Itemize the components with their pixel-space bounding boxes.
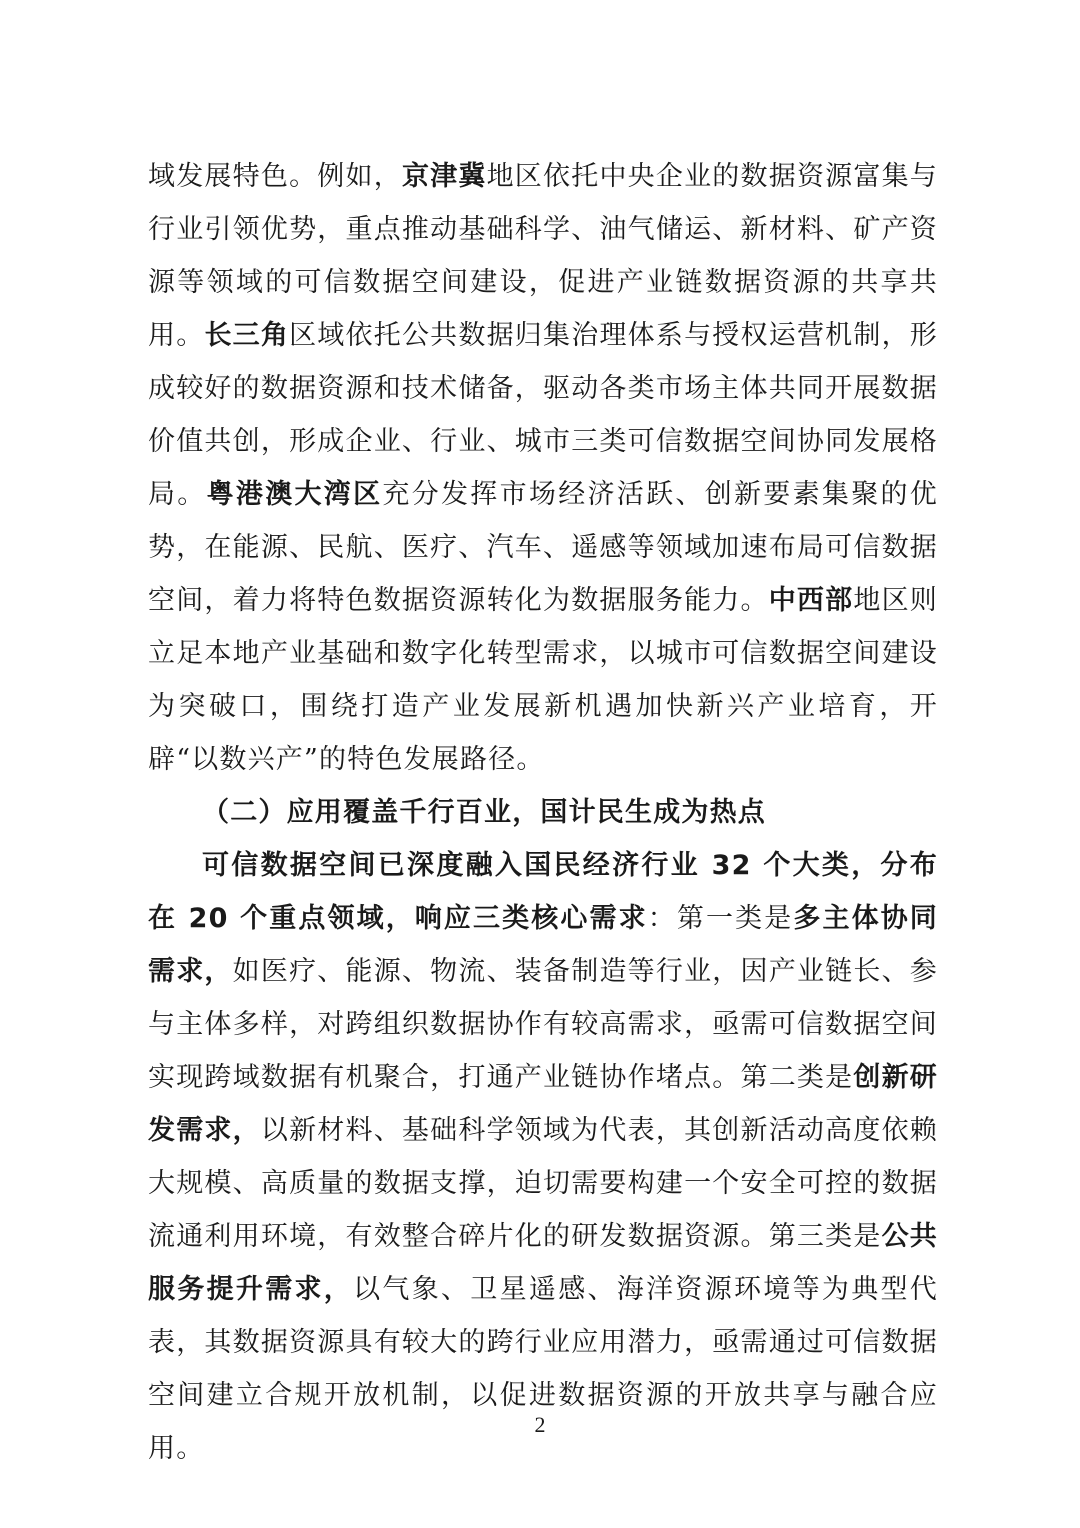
text-segment: 以新材料、基础科学领域为代表，其创新活动高度依赖大规模、高质量的数据支撑，迫切需要构建一个安全可控的数据流通利用环境，有效整合碎片化的研发数据资源。第三类是	[148, 1115, 938, 1252]
text-segment: ：第一类是	[647, 903, 794, 934]
page-number: 2	[534, 1412, 546, 1437]
bold-term-jingjinji: 京津冀	[401, 161, 487, 192]
text-segment: 充分发挥市场经济活跃、创新要素集聚的优势，在能源、民航、医疗、汽车、遥感等领域加速布局可信数据空间，着力将特色数据资源转化为数据服务能力。	[148, 479, 938, 616]
bold-term-central-west: 中西部	[768, 585, 854, 616]
bold-term-multi-party: 多主体协同需求，	[148, 903, 939, 987]
bold-term-yangtze-delta: 长三角	[204, 320, 290, 351]
text-segment: 如医疗、能源、物流、装备制造等行业，因产业链长、参与主体多样，对跨组织数据协作有较高需求，亟需可信数据空间实现跨域数据有机聚合，打通产业链协作堵点。第二类是	[148, 956, 939, 1093]
bold-term-innovation-rd: 创新研发需求，	[148, 1062, 939, 1146]
bold-term-public-service: 公共服务提升需求，	[148, 1221, 938, 1305]
text-segment: 地区依托中央企业的数据资源富集与行业引领优势，重点推动基础科学、油气储运、新材料、矿产资源等领域的可信数据空间建设，促进产业链数据资源的共享共用。	[148, 161, 939, 351]
document-page	[148, 150, 938, 1475]
paragraph-regional-features	[148, 150, 938, 786]
text-segment: 以气象、卫星遥感、海洋资源环境等为典型代表，其数据资源具有较大的跨行业应用潜力，亟需通过可信数据空间建立合规开放机制，以促进数据资源的开放共享与融合应用。	[148, 1274, 939, 1464]
paragraph-application-coverage	[148, 839, 938, 1475]
text-segment: 区域依托公共数据归集治理体系与授权运营机制，形成较好的数据资源和技术储备，驱动各类市场主体共同开展数据价值共创，形成企业、行业、城市三类可信数据空间协同发展格局。	[148, 320, 938, 510]
text-segment: 地区则立足本地产业基础和数字化转型需求，以城市可信数据空间建设为突破口，围绕打造产业发展新机遇加快新兴产业培育，开辟“以数兴产”的特色发展路径。	[148, 585, 939, 775]
text-segment: 域发展特色。例如，	[148, 161, 402, 192]
bold-lead-sentence: 可信数据空间已深度融入国民经济行业 32 个大类，分布在 20 个重点领域，响应三类核心需求	[148, 850, 938, 934]
bold-term-greater-bay-area: 粤港澳大湾区	[206, 479, 383, 510]
section-heading: （二）应用覆盖千行百业，国计民生成为热点	[202, 797, 766, 828]
